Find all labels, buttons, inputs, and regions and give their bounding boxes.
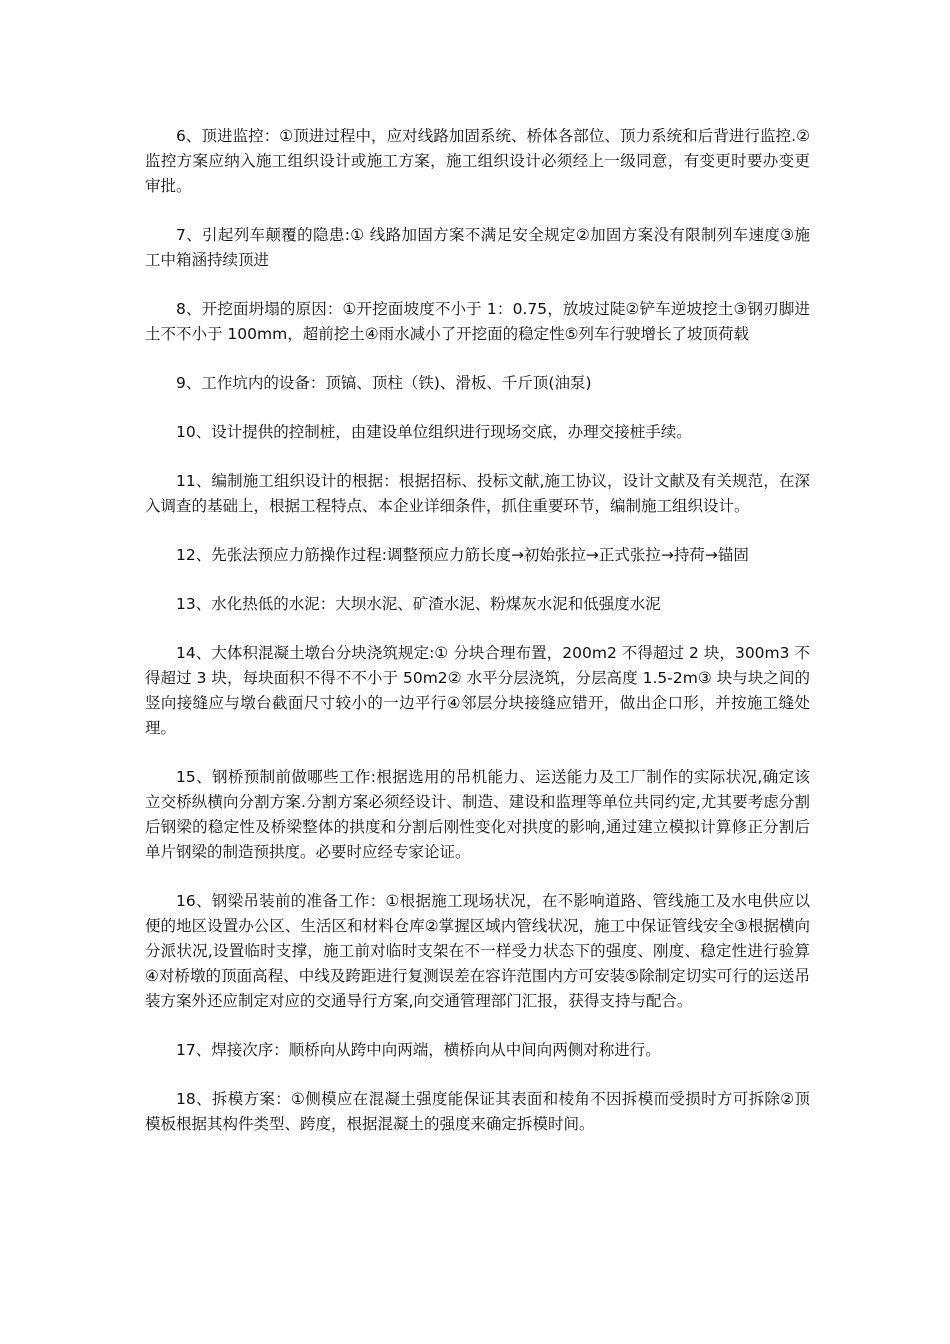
paragraph-item-11: 11、编制施工组织设计的根据：根据招标、投标文献,施工协议，设计文献及有关规范，在深入调查的基础上，根据工程特点、本企业详细条件，抓住重要环节，编制施工组织设计。 xyxy=(145,472,810,515)
paragraph-item-12: 12、先张法预应力筋操作过程:调整预应力筋长度→初始张拉→正式张拉→持荷→锚固 xyxy=(176,546,749,564)
paragraph-item-13: 13、水化热低的水泥：大坝水泥、矿渣水泥、粉煤灰水泥和低强度水泥 xyxy=(176,595,661,613)
paragraph-item-8: 8、开挖面坍塌的原因：①开挖面坡度不小于 1：0.75，放坡过陡②铲车逆坡挖土③钢刃脚进土不不小于 100mm，超前挖土④雨水减小了开挖面的稳定性⑤列车行驶增长了坡顶荷载 xyxy=(145,300,810,343)
paragraph-item-14: 14、大体积混凝土墩台分块浇筑规定:① 分块合理布置，200m2 不得超过 2 块，300m3 不得超过 3 块，每块面积不得不不小于 50m2② 水平分层浇筑，分层高度 1.5-2m③ 块与块之间的竖向接缝应与墩台截面尺寸较小的一边平行④邻层分块接缝应错开，做出企口形，并按施工缝处理。 xyxy=(145,644,810,737)
paragraph-item-17: 17、焊接次序：顺桥向从跨中向两端，横桥向从中间向两侧对称进行。 xyxy=(176,1041,661,1059)
paragraph-item-7: 7、引起列车颠覆的隐患:① 线路加固方案不满足安全规定②加固方案没有限制列车速度③施工中箱涵持续顶进 xyxy=(145,226,810,269)
paragraph-item-15: 15、钢桥预制前做哪些工作:根据选用的吊机能力、运送能力及工厂制作的实际状况,确定该立交桥纵横向分割方案.分割方案必须经设计、制造、建设和监理等单位共同约定,尤其要考虑分割后钢梁的稳定性及桥梁整体的拱度和分割后刚性变化对拱度的影响,通过建立模拟计算修正分割后单片钢梁的制造预拱度。必要时应经专家论证。 xyxy=(145,768,810,861)
paragraph-item-16: 16、钢梁吊装前的准备工作：①根据施工现场状况，在不影响道路、管线施工及水电供应以便的地区设置办公区、生活区和材料仓库②掌握区域内管线状况，施工中保证管线安全③根据横向分派状况,设置临时支撑，施工前对临时支架在不一样受力状态下的强度、刚度、稳定性进行验算④对桥墩的顶面高程、中线及跨距进行复测误差在容许范围内方可安装⑤除制定切实可行的运送吊装方案外还应制定对应的交通导行方案,向交通管理部门汇报，获得支持与配合。 xyxy=(145,892,810,1010)
paragraph-item-10: 10、设计提供的控制桩，由建设单位组织进行现场交底，办理交接桩手续。 xyxy=(176,423,692,441)
paragraph-item-18: 18、拆模方案：①侧模应在混凝土强度能保证其表面和棱角不因拆模而受损时方可拆除②顶模板根据其构件类型、跨度，根据混凝土的强度来确定拆模时间。 xyxy=(145,1090,810,1133)
paragraph-item-6: 6、顶进监控：①顶进过程中，应对线路加固系统、桥体各部位、顶力系统和后背进行监控.② 监控方案应纳入施工组织设计或施工方案，施工组织设计必须经上一级同意，有变更时要办变更审批。 xyxy=(145,127,810,195)
document-body xyxy=(145,124,810,1161)
paragraph-item-9: 9、工作坑内的设备：顶镐、顶柱（铁)、滑板、千斤顶(油泵) xyxy=(176,374,592,392)
